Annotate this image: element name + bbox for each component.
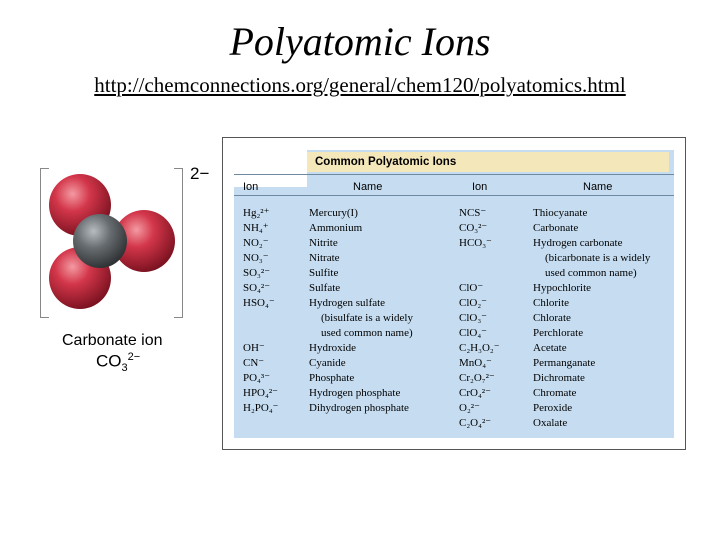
table-cell: Hypochlorite bbox=[533, 282, 592, 294]
table-cell: Thiocyanate bbox=[533, 207, 588, 219]
polyatomic-ions-table bbox=[222, 137, 686, 450]
source-link[interactable]: http://chemconnections.org/general/chem120/polyatomics.html bbox=[94, 73, 626, 97]
table-cell: C₂H₃O₂⁻ bbox=[459, 342, 500, 354]
table-cell: used common name) bbox=[321, 327, 413, 339]
table-cell: Peroxide bbox=[533, 402, 573, 414]
table-cell: HPO₄²⁻ bbox=[243, 387, 278, 399]
table-cell: Chlorate bbox=[533, 312, 571, 324]
table-cell: NCS⁻ bbox=[459, 207, 487, 219]
table-cell: OH⁻ bbox=[243, 342, 265, 354]
table-cell: ClO₃⁻ bbox=[459, 312, 487, 324]
table-cell: Cr₂O₇²⁻ bbox=[459, 372, 495, 384]
table-cell: ClO₂⁻ bbox=[459, 297, 487, 309]
col-header-name-left: Name bbox=[353, 181, 383, 193]
table-cell: Nitrate bbox=[309, 252, 340, 264]
table-cell: PO₄³⁻ bbox=[243, 372, 271, 384]
table-cell: Cyanide bbox=[309, 357, 346, 369]
table-cell: SO₃²⁻ bbox=[243, 267, 271, 279]
left-ion-column bbox=[243, 206, 278, 416]
table-cell: Sulfite bbox=[309, 267, 339, 279]
table-cell: used common name) bbox=[545, 267, 637, 279]
table-cell: ClO₄⁻ bbox=[459, 327, 487, 339]
table-cell: SO₄²⁻ bbox=[243, 282, 271, 294]
table-cell bbox=[459, 266, 500, 281]
table-cell: Nitrite bbox=[309, 237, 338, 249]
table-cell: Hydroxide bbox=[309, 342, 357, 354]
table-cell bbox=[243, 326, 278, 341]
right-name-column bbox=[533, 206, 650, 431]
header-rule-top bbox=[234, 174, 674, 175]
header-rule-bottom bbox=[234, 195, 674, 196]
table-cell: HSO₄⁻ bbox=[243, 297, 275, 309]
table-cell: Hg₂²⁺ bbox=[243, 207, 270, 219]
table-cell: ClO⁻ bbox=[459, 282, 484, 294]
figure-caption: Carbonate ion bbox=[62, 332, 163, 349]
left-name-column bbox=[309, 206, 413, 416]
table-cell: NO₂⁻ bbox=[243, 237, 269, 249]
table-cell: Perchlorate bbox=[533, 327, 584, 339]
col-header-ion-right: Ion bbox=[472, 181, 488, 193]
carbonate-figure bbox=[38, 150, 218, 380]
table-cell: HCO₃⁻ bbox=[459, 237, 492, 249]
table-cell bbox=[459, 251, 500, 266]
table-cell: CO₃²⁻ bbox=[459, 222, 488, 234]
table-cell: NO₃⁻ bbox=[243, 252, 269, 264]
table-cell: (bicarbonate is a widely bbox=[545, 252, 651, 264]
table-cell: Oxalate bbox=[533, 417, 568, 429]
table-cell: Dichromate bbox=[533, 372, 585, 384]
col-header-ion-left: Ion bbox=[243, 181, 259, 193]
ion-charge: 2− bbox=[190, 164, 210, 183]
table-cell: (bisulfate is a widely bbox=[321, 312, 413, 324]
table-cell: Permanganate bbox=[533, 357, 596, 369]
table-title: Common Polyatomic Ions bbox=[307, 152, 669, 172]
table-cell: Hydrogen carbonate bbox=[533, 237, 623, 249]
table-cell: Hydrogen phosphate bbox=[309, 387, 401, 399]
table-cell: Acetate bbox=[533, 342, 567, 354]
table-cell: CN⁻ bbox=[243, 357, 265, 369]
table-cell: Phosphate bbox=[309, 372, 355, 384]
table-cell: Dihydrogen phosphate bbox=[309, 402, 409, 414]
col-header-name-right: Name bbox=[583, 181, 613, 193]
table-cell: Mercury(I) bbox=[309, 207, 358, 219]
table-cell: O₂²⁻ bbox=[459, 402, 480, 414]
table-cell: C₂O₄²⁻ bbox=[459, 417, 492, 429]
table-cell bbox=[243, 311, 278, 326]
carbonate-formula: $CO_3^{2-}$ bbox=[96, 351, 141, 375]
right-ion-column bbox=[459, 206, 500, 431]
table-cell: NH₄⁺ bbox=[243, 222, 269, 234]
table-cell: Chromate bbox=[533, 387, 577, 399]
table-cell: MnO₄⁻ bbox=[459, 357, 492, 369]
table-cell: Chlorite bbox=[533, 297, 570, 309]
table-cell: CrO₄²⁻ bbox=[459, 387, 491, 399]
slide-title: Polyatomic Ions bbox=[229, 19, 491, 64]
table-cell: Ammonium bbox=[309, 222, 363, 234]
table-cell: Hydrogen sulfate bbox=[309, 297, 386, 309]
table-cell: H₂PO₄⁻ bbox=[243, 402, 279, 414]
carbonate-molecule-model bbox=[38, 150, 188, 330]
table-cell: Sulfate bbox=[309, 282, 341, 294]
carbon-atom bbox=[73, 214, 127, 268]
table-cell: Carbonate bbox=[533, 222, 579, 234]
